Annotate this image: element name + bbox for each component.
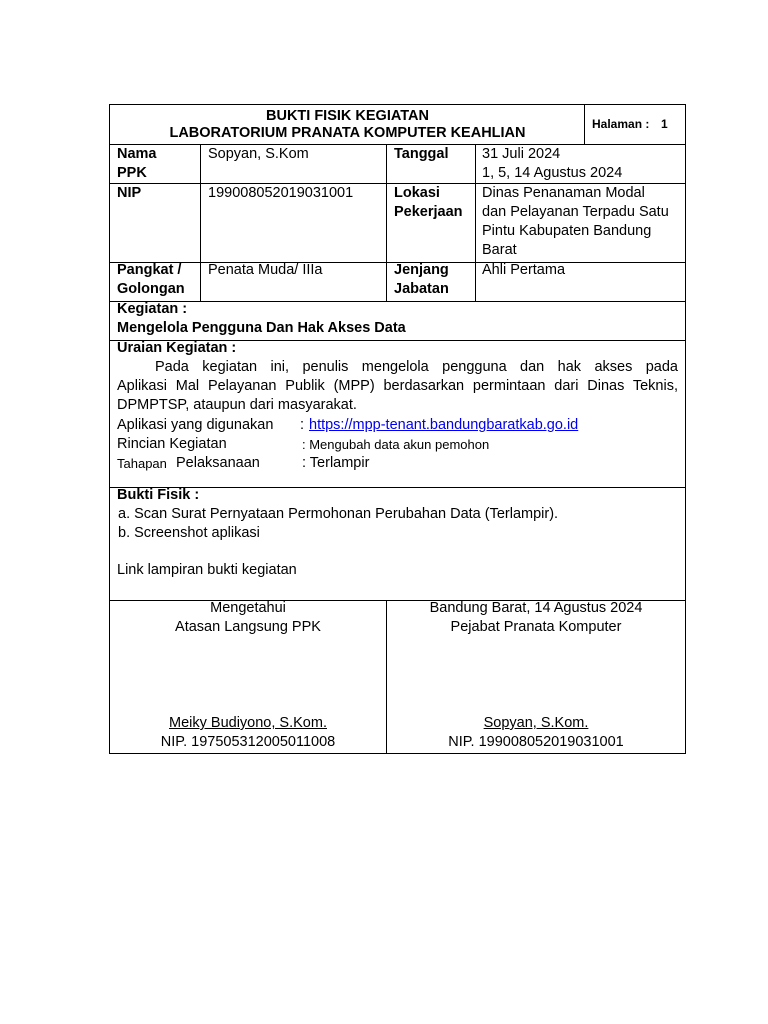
rincian-label: Rincian Kegiatan bbox=[117, 436, 227, 452]
place-date: Bandung Barat, 14 Agustus 2024 bbox=[429, 600, 643, 616]
lokasi-label-2: Pekerjaan bbox=[394, 204, 463, 220]
app-link[interactable]: https://mpp-tenant.bandungbaratkab.go.id bbox=[309, 417, 579, 433]
pejabat-label: Pejabat Pranata Komputer bbox=[450, 619, 622, 635]
lokasi-label-1: Lokasi bbox=[394, 185, 440, 201]
pangkat-label-2: Golongan bbox=[117, 281, 185, 297]
rincian-value: : Mengubah data akun pemohon bbox=[302, 437, 490, 452]
ppk-label: PPK bbox=[117, 165, 147, 181]
lokasi-value-1: Dinas Penanaman Modal bbox=[482, 185, 645, 201]
mengetahui-label: Mengetahui bbox=[210, 600, 286, 616]
document-title-line2: LABORATORIUM PRANATA KOMPUTER KEAHLIAN bbox=[169, 125, 526, 141]
left-signer-nip: NIP. 197505312005011008 bbox=[160, 734, 336, 750]
right-signer-nip: NIP. 199008052019031001 bbox=[448, 734, 624, 750]
right-signer-name: Sopyan, S.Kom. bbox=[483, 715, 589, 731]
uraian-paragraph-line2: Aplikasi Mal Pelayanan Publik (MPP) berdasarkan permintaan dari Dinas Teknis, bbox=[117, 378, 678, 394]
jenjang-label-1: Jenjang bbox=[394, 262, 449, 278]
nip-value: 199008052019031001 bbox=[208, 185, 354, 201]
page-number: 1 bbox=[661, 117, 668, 131]
kegiatan-title: Mengelola Pengguna Dan Hak Akses Data bbox=[117, 320, 406, 336]
bukti-item-a: a. Scan Surat Pernyataan Permohonan Perubahan Data (Terlampir). bbox=[118, 506, 559, 522]
tanggal-value-1: 31 Juli 2024 bbox=[482, 146, 561, 162]
document-title-line1: BUKTI FISIK KEGIATAN bbox=[266, 108, 429, 124]
tahapan-label: Pelaksanaan bbox=[176, 455, 260, 471]
app-separator: : bbox=[300, 417, 305, 433]
lampiran-link-text: Link lampiran bukti kegiatan bbox=[117, 562, 297, 578]
tahapan-label-small: Tahapan bbox=[117, 456, 167, 471]
bukti-label: Bukti Fisik : bbox=[117, 487, 200, 503]
atasan-label: Atasan Langsung PPK bbox=[175, 619, 321, 635]
tanggal-value-2: 1, 5, 14 Agustus 2024 bbox=[482, 165, 623, 181]
tahapan-value: : Terlampir bbox=[302, 455, 370, 471]
kegiatan-label: Kegiatan : bbox=[117, 301, 188, 317]
nip-label: NIP bbox=[117, 185, 142, 201]
nama-label: Nama bbox=[117, 146, 157, 162]
left-signer-name: Meiky Budiyono, S.Kom. bbox=[169, 715, 327, 731]
jenjang-value: Ahli Pertama bbox=[482, 262, 566, 278]
bukti-item-b: b. Screenshot aplikasi bbox=[118, 525, 260, 541]
lokasi-value-3: Pintu Kabupaten Bandung bbox=[482, 223, 652, 239]
lokasi-value-4: Barat bbox=[482, 242, 517, 258]
lokasi-value-2: dan Pelayanan Terpadu Satu bbox=[482, 204, 669, 220]
page-label: Halaman : bbox=[592, 117, 650, 131]
nama-value: Sopyan, S.Kom bbox=[208, 146, 309, 162]
uraian-label: Uraian Kegiatan : bbox=[117, 340, 237, 356]
tanggal-label: Tanggal bbox=[394, 146, 449, 162]
jenjang-label-2: Jabatan bbox=[394, 281, 449, 297]
pangkat-value: Penata Muda/ IIIa bbox=[208, 262, 323, 278]
app-label: Aplikasi yang digunakan bbox=[117, 417, 274, 433]
uraian-paragraph-line1: Pada kegiatan ini, penulis mengelola pengguna dan hak akses pada bbox=[155, 359, 678, 375]
pangkat-label-1: Pangkat / bbox=[117, 262, 182, 278]
uraian-paragraph-line3: DPMPTSP, ataupun dari masyarakat. bbox=[117, 397, 357, 413]
